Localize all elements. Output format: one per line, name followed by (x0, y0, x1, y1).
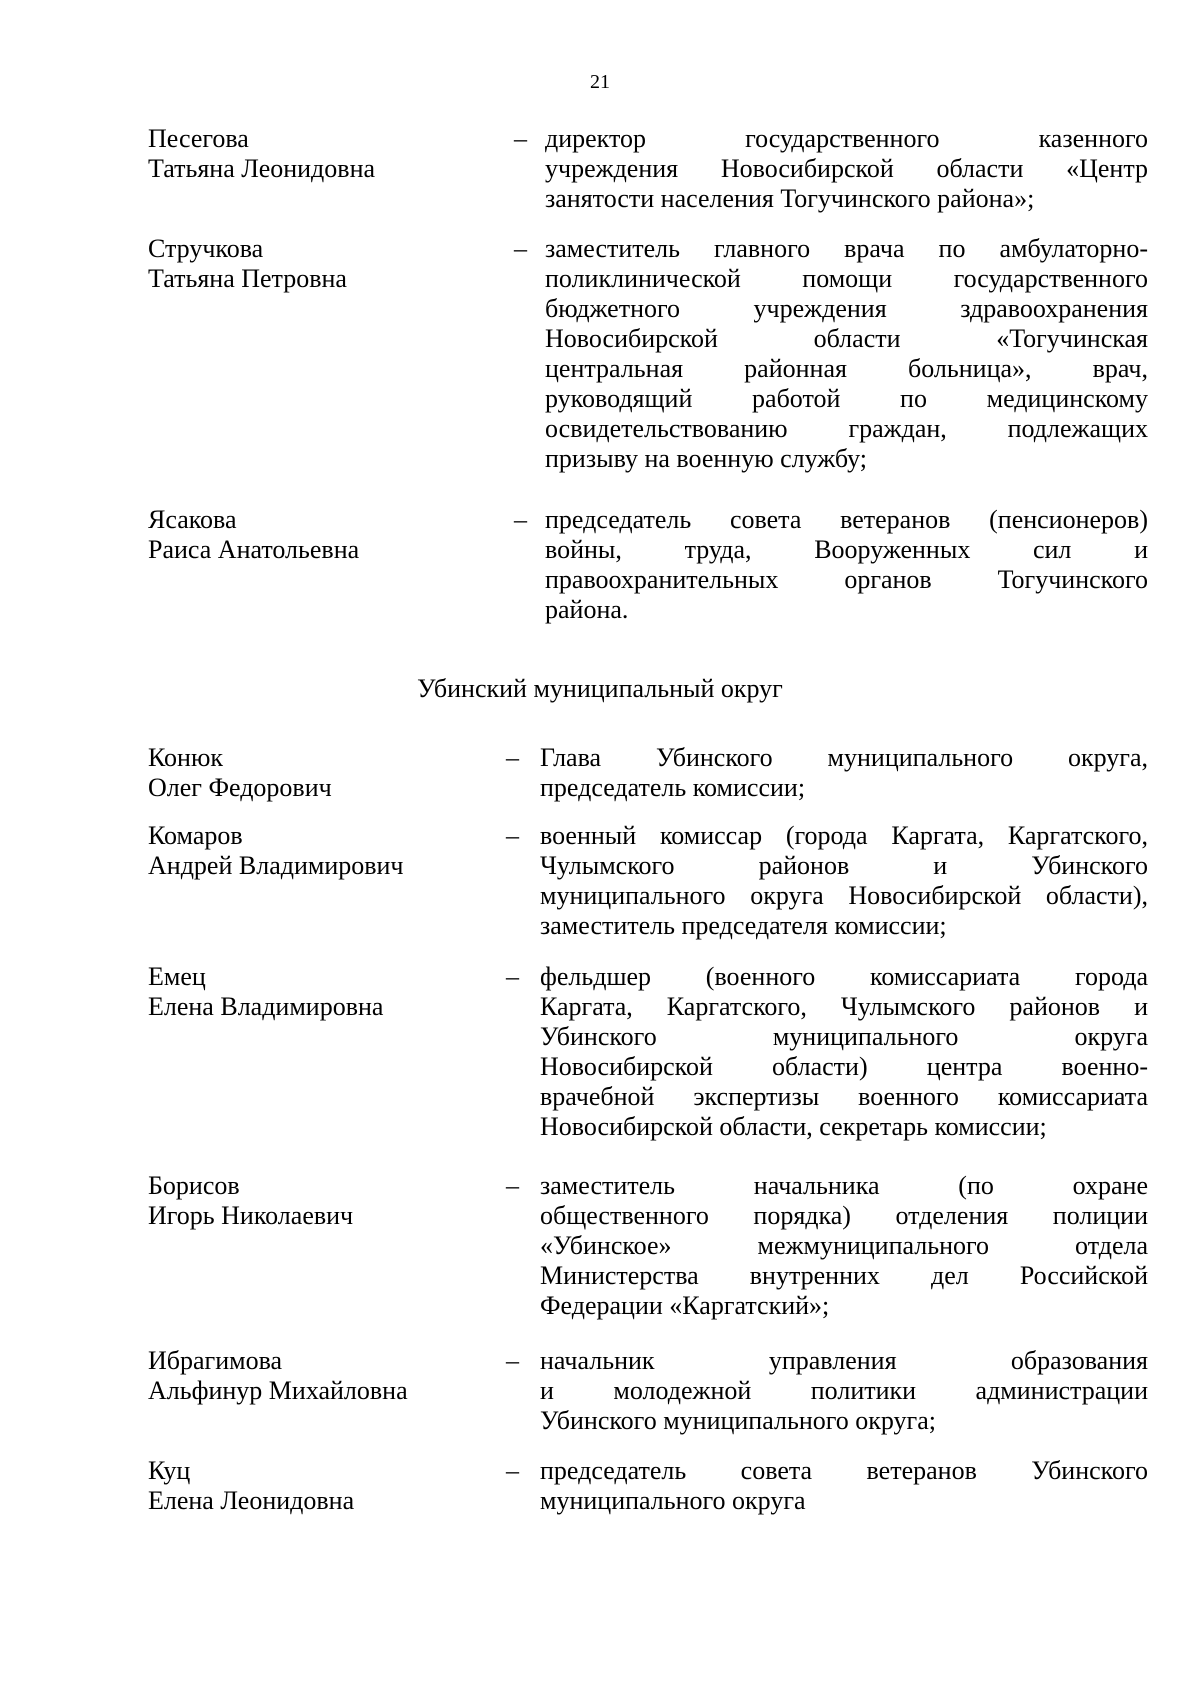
position-line: Новосибирской области, секретарь комиссии; (540, 1112, 1047, 1141)
position-line: муниципального округа Новосибирской области), (540, 881, 1148, 910)
position-line: врачебной экспертизы военного комиссариата (540, 1082, 1148, 1111)
member-name (148, 124, 488, 184)
position-line: муниципального округа (540, 1486, 806, 1515)
member-name (148, 1456, 488, 1516)
position-line: Министерства внутренних дел Российской (540, 1261, 1148, 1290)
dash: – (506, 1171, 519, 1200)
dash: – (506, 821, 519, 850)
member-position (540, 743, 1148, 803)
position-line: председатель совета ветеранов (пенсионеров) (545, 505, 1148, 534)
position-line: Чулымского районов и Убинского (540, 851, 1148, 880)
position-line: войны, труда, Вооруженных сил и (545, 535, 1148, 564)
position-line: Глава Убинского муниципального округа, (540, 743, 1148, 772)
member-surname: Ясакова (148, 505, 237, 534)
member-surname: Куц (148, 1456, 191, 1485)
position-line: Новосибирской области «Тогучинская (545, 324, 1148, 353)
position-line: правоохранительных органов Тогучинского (545, 565, 1148, 594)
member-position (540, 1346, 1148, 1436)
position-line: заместитель председателя комиссии; (540, 911, 947, 940)
member-given-names: Олег Федорович (148, 773, 332, 802)
section-title: Убинский муниципальный округ (417, 674, 783, 703)
position-line: центральная районная больница», врач, (545, 354, 1148, 383)
position-line: поликлинической помощи государственного (545, 264, 1148, 293)
position-line: начальник управления образования (540, 1346, 1148, 1375)
dash: – (514, 124, 527, 153)
member-surname: Комаров (148, 821, 243, 850)
position-line: Убинского муниципального округа (540, 1022, 1148, 1051)
member-given-names: Елена Владимировна (148, 992, 384, 1021)
member-name (148, 962, 488, 1022)
member-name (148, 505, 488, 565)
position-line: руководящий работой по медицинскому (545, 384, 1148, 413)
member-given-names: Елена Леонидовна (148, 1486, 355, 1515)
dash: – (506, 743, 519, 772)
page-number: 21 (590, 71, 610, 93)
position-line: призыву на военную службу; (545, 444, 868, 473)
position-line: военный комиссар (города Каргата, Каргатского, (540, 821, 1148, 850)
member-position (545, 505, 1148, 625)
member-position (540, 962, 1148, 1142)
position-line: Новосибирской области) центра военно- (540, 1052, 1148, 1081)
member-position (540, 1171, 1148, 1321)
position-line: директор государственного казенного (545, 124, 1148, 153)
position-line: заместитель начальника (по охране (540, 1171, 1148, 1200)
member-given-names: Игорь Николаевич (148, 1201, 354, 1230)
member-name (148, 821, 488, 881)
position-line: председатель совета ветеранов Убинского (540, 1456, 1148, 1485)
position-line: бюджетного учреждения здравоохранения (545, 294, 1148, 323)
position-line: и молодежной политики администрации (540, 1376, 1148, 1405)
position-line: учреждения Новосибирской области «Центр (545, 154, 1148, 183)
member-position (545, 124, 1148, 214)
member-surname: Песегова (148, 124, 249, 153)
member-given-names: Альфинур Михайловна (148, 1376, 408, 1405)
member-name (148, 234, 488, 294)
member-name (148, 1346, 488, 1406)
position-line: председатель комиссии; (540, 773, 806, 802)
position-line: Каргата, Каргатского, Чулымского районов и (540, 992, 1148, 1021)
member-given-names: Татьяна Леонидовна (148, 154, 376, 183)
position-line: общественного порядка) отделения полиции (540, 1201, 1148, 1230)
member-position (540, 1456, 1148, 1516)
member-position (540, 821, 1148, 941)
position-line: района. (545, 595, 629, 624)
member-surname: Стручкова (148, 234, 264, 263)
member-given-names: Андрей Владимирович (148, 851, 404, 880)
dash: – (514, 505, 527, 534)
position-line: «Убинское» межмуниципального отдела (540, 1231, 1148, 1260)
member-surname: Емец (148, 962, 206, 991)
member-surname: Конюк (148, 743, 224, 772)
dash: – (506, 962, 519, 991)
position-line: фельдшер (военного комиссариата города (540, 962, 1148, 991)
position-line: заместитель главного врача по амбулаторно- (545, 234, 1148, 263)
member-given-names: Раиса Анатольевна (148, 535, 360, 564)
dash: – (506, 1456, 519, 1485)
member-position (545, 234, 1148, 474)
member-name (148, 1171, 488, 1231)
position-line: Федерации «Каргатский»; (540, 1291, 830, 1320)
dash: – (506, 1346, 519, 1375)
member-name (148, 743, 488, 803)
member-surname: Борисов (148, 1171, 240, 1200)
position-line: занятости населения Тогучинского района»; (545, 184, 1035, 213)
member-surname: Ибрагимова (148, 1346, 283, 1375)
member-given-names: Татьяна Петровна (148, 264, 347, 293)
dash: – (514, 234, 527, 263)
position-line: Убинского муниципального округа; (540, 1406, 936, 1435)
position-line: освидетельствованию граждан, подлежащих (545, 414, 1148, 443)
